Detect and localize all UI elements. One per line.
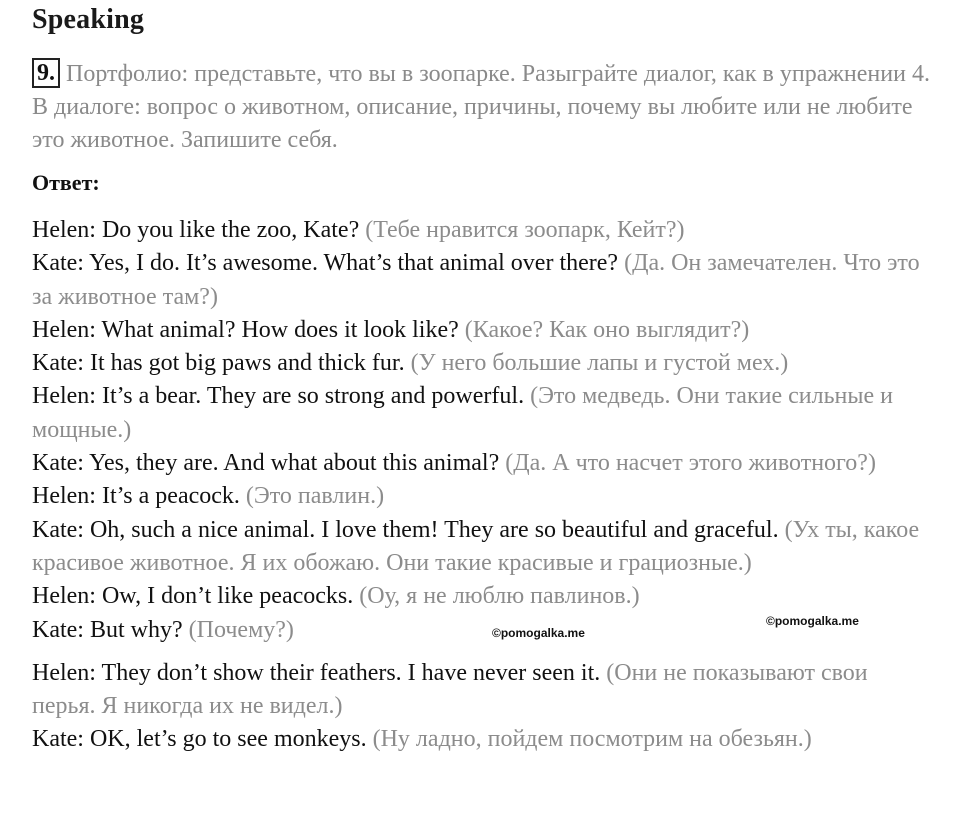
dialogue-line bbox=[32, 247, 932, 314]
russian-translation: (Да. Он замечателен. Что это за животное там?) bbox=[32, 250, 920, 310]
russian-translation: (Это павлин.) bbox=[245, 483, 385, 510]
english-line: Helen: What animal? How does it look like? bbox=[32, 316, 459, 343]
dialogue-line bbox=[32, 314, 932, 347]
task-text: Портфолио: представьте, что вы в зоопарке. Разыграйте диалог, как в упражнении 4. В диалоге: вопрос о животном, описание, причины, почему вы любите или не любите это животное. Запишите себя. bbox=[32, 61, 930, 153]
english-line: Helen: It’s a peacock. bbox=[32, 483, 240, 510]
russian-translation: (Это медведь. Они такие сильные и мощные.) bbox=[32, 383, 893, 443]
english-line: Kate: Yes, I do. It’s awesome. What’s that animal over there? bbox=[32, 250, 619, 277]
english-line: Helen: It’s a bear. They are so strong and powerful. bbox=[32, 383, 525, 410]
russian-translation: (Почему?) bbox=[188, 616, 294, 643]
dialogue-line bbox=[32, 480, 932, 513]
russian-translation: (Оу, я не люблю павлинов.) bbox=[359, 583, 640, 610]
russian-translation: (Какое? Как оно выглядит?) bbox=[464, 316, 750, 343]
dialogue-line bbox=[32, 514, 932, 581]
english-line: Kate: OK, let’s go to see monkeys. bbox=[32, 726, 367, 753]
watermark: ©pomogalka.me bbox=[492, 626, 585, 640]
russian-translation: (Они не показывают свои перья. Я никогда их не видел.) bbox=[32, 659, 868, 720]
section-heading: Speaking bbox=[32, 4, 145, 35]
task-number: 9. bbox=[32, 58, 60, 88]
english-line: Helen: Ow, I don’t like peacocks. bbox=[32, 583, 354, 610]
dialogue-line bbox=[32, 723, 932, 756]
task-instruction bbox=[32, 58, 932, 157]
dialogue-line bbox=[32, 214, 932, 247]
russian-translation: (Тебе нравится зоопарк, Кейт?) bbox=[365, 217, 685, 243]
russian-translation: (Да. А что насчет этого животного?) bbox=[505, 450, 876, 477]
dialogue-line bbox=[32, 580, 932, 613]
russian-translation: (У него большие лапы и густой мех.) bbox=[410, 350, 789, 377]
answer-label: Ответ: bbox=[32, 170, 100, 195]
english-line: Helen: Do you like the zoo, Kate? bbox=[32, 217, 360, 243]
russian-translation: (Ну ладно, пойдем посмотрим на обезьян.) bbox=[372, 726, 812, 753]
dialogue bbox=[32, 214, 932, 757]
dialogue-line bbox=[32, 380, 932, 447]
watermark: ©pomogalka.me bbox=[766, 614, 859, 628]
russian-translation: (Ух ты, какое красивое животное. Я их обожаю. Они такие красивые и грациозные.) bbox=[32, 516, 920, 576]
english-line: Kate: It has got big paws and thick fur. bbox=[32, 350, 405, 377]
english-line: Kate: But why? bbox=[32, 616, 183, 643]
english-line: Kate: Yes, they are. And what about this animal? bbox=[32, 450, 500, 477]
dialogue-line bbox=[32, 347, 932, 380]
english-line: Helen: They don’t show their feathers. I have never seen it. bbox=[32, 659, 601, 686]
dialogue-line bbox=[32, 657, 932, 724]
english-line: Kate: Oh, such a nice animal. I love them! They are so beautiful and graceful. bbox=[32, 516, 779, 543]
dialogue-line bbox=[32, 447, 932, 480]
